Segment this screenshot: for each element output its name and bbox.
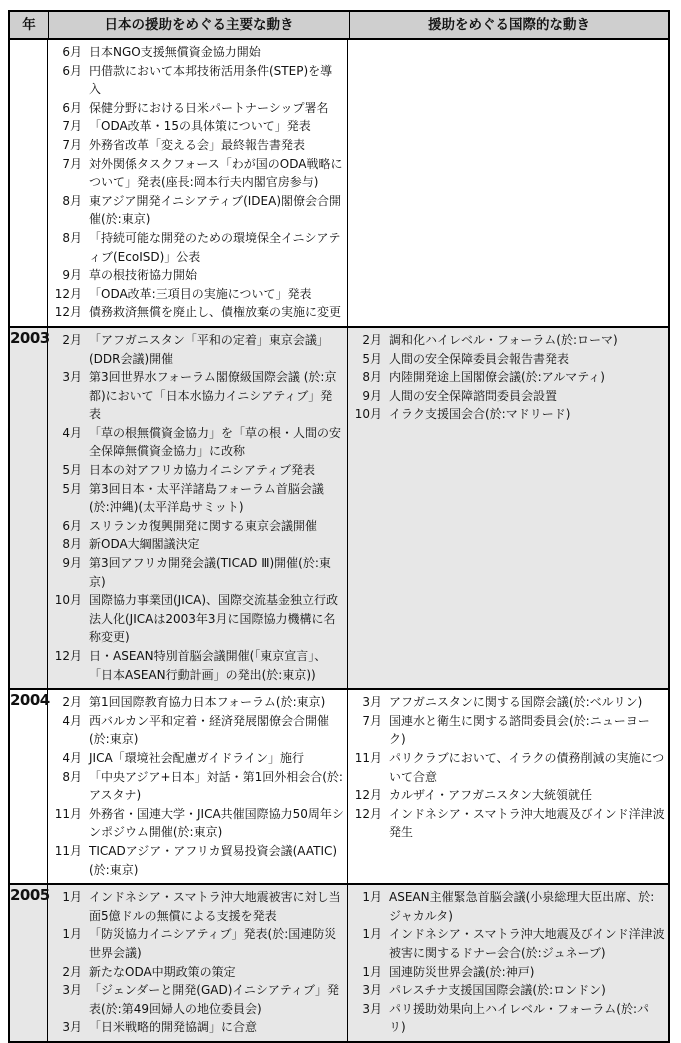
event-text: 日・ASEAN特別首脳会議開催(「東京宣言」、「日本ASEAN行動計画」の発出(於:東京)) — [89, 649, 327, 682]
event-text: 内陸開発途上国閣僚会議(於:アルマティ) — [389, 370, 605, 385]
event-row — [50, 480, 344, 517]
table-body — [10, 40, 668, 1041]
event-text: 日本の対アフリカ協力イニシアティブ発表 — [89, 463, 315, 478]
event-month: 6月 — [62, 100, 82, 115]
event-month: 1月 — [62, 927, 82, 942]
event-text: 第3回世界水フォーラム閣僚級国際会議 (於:京都)において「日本水協力イニシアティブ」発表 — [89, 370, 337, 422]
event-text: 国際協力事業団(JICA)、国際交流基金独立行政法人化(JICAは2003年3月に国際協力機構に名称変更) — [89, 593, 339, 645]
event-month: 8月 — [62, 769, 82, 784]
event-text: 「中央アジア+日本」対話・第1回外相会合(於:アスタナ) — [89, 769, 343, 803]
event-text: 「ジェンダーと開発(GAD)イニシアティブ」発表(於:第49回婦人の地位委員会) — [89, 983, 339, 1016]
event-row — [50, 155, 344, 192]
event-text: 新たなODA中期政策の策定 — [89, 964, 236, 979]
event-month: 12月 — [354, 806, 382, 821]
event-month: 3月 — [62, 983, 82, 998]
event-month: 8月 — [62, 230, 82, 245]
event-month: 5月 — [62, 463, 82, 478]
event-row — [350, 712, 665, 749]
event-row — [50, 1018, 344, 1037]
event-text: 国連防災世界会議(於:神戸) — [389, 964, 535, 979]
event-text: 「持続可能な開発のための環境保全イニシアティブ(EcoISD)」公表 — [89, 230, 341, 264]
event-row — [50, 303, 344, 322]
event-text: 第1回国際教育協力日本フォーラム(於:東京) — [89, 695, 326, 710]
event-text: スリランカ復興開発に関する東京会議開催 — [89, 518, 318, 533]
event-text: インドネシア・スマトラ沖大地震被害に対し当面5億ドルの無償による支援を発表 — [89, 890, 341, 923]
event-row — [50, 963, 344, 982]
event-row — [50, 368, 344, 424]
japan-events-cell — [48, 885, 348, 1041]
event-text: 「草の根無償資金協力」を「草の根・人間の安全保障無償資金協力」に改称 — [89, 425, 342, 459]
international-events-cell — [348, 885, 668, 1041]
event-row — [50, 805, 344, 842]
event-text: インドネシア・スマトラ沖大地震及びインド洋津波発生 — [389, 806, 665, 840]
event-row — [350, 749, 665, 786]
event-text: TICADアジア・アフリカ貿易投資会議(AATIC)(於:東京) — [89, 843, 338, 877]
japan-events-cell — [48, 328, 348, 688]
event-month: 7月 — [62, 156, 82, 171]
event-text: 外務省・国連大学・JICA共催国際協力50周年シンポジウム開催(於:東京) — [89, 806, 344, 840]
year-label: 2004 — [10, 690, 48, 883]
event-month: 2月 — [362, 332, 382, 347]
international-events-cell — [348, 40, 668, 326]
international-events-cell — [348, 690, 668, 883]
event-month: 4月 — [62, 425, 82, 440]
event-month: 2月 — [62, 332, 82, 347]
event-row — [50, 331, 344, 368]
event-text: 草の根技術協力開始 — [89, 268, 198, 283]
event-row — [350, 888, 665, 925]
event-text: 「ODA改革・15の具体策について」発表 — [89, 119, 311, 134]
event-month: 11月 — [354, 750, 382, 765]
event-month: 2月 — [62, 695, 82, 710]
event-text: 外務省改革「変える会」最終報告書発表 — [89, 137, 306, 152]
event-text: 西バルカン平和定着・経済発展閣僚会合開催(於:東京) — [89, 713, 330, 747]
event-month: 6月 — [62, 45, 82, 59]
event-row — [50, 693, 344, 712]
event-text: パレスチナ支援国国際会議(於:ロンドン) — [389, 983, 606, 998]
event-text: 新ODA大綱閣議決定 — [89, 537, 200, 552]
event-text: カルザイ・アフガニスタン大統領就任 — [389, 788, 593, 803]
year-column-header: 年 — [10, 12, 49, 38]
event-month: 7月 — [362, 713, 382, 728]
event-text: 東アジア開発イニシアティブ(IDEA)閣僚会合開催(於:東京) — [89, 193, 342, 227]
event-row — [50, 712, 344, 749]
year-label: 2005 — [10, 885, 48, 1041]
event-text: 第3回アフリカ開発会議(TICAD Ⅲ)開催(於:東京) — [89, 556, 331, 589]
event-row — [50, 424, 344, 461]
event-month: 11月 — [54, 806, 82, 821]
event-row — [50, 43, 344, 62]
event-row — [350, 925, 665, 962]
event-text: ASEAN主催緊急首脳会議(小泉総理大臣出席、於:ジャカルタ) — [389, 890, 655, 923]
year-section — [10, 883, 668, 1041]
event-row — [50, 229, 344, 266]
event-row — [50, 749, 344, 768]
event-month: 3月 — [62, 1020, 82, 1035]
event-month: 8月 — [62, 193, 82, 208]
event-month: 1月 — [362, 927, 382, 942]
event-row — [50, 62, 344, 99]
event-row — [350, 368, 665, 387]
event-month: 12月 — [54, 649, 82, 663]
event-row — [50, 647, 344, 684]
event-month: 12月 — [354, 788, 382, 803]
event-row — [350, 693, 665, 712]
event-row — [50, 981, 344, 1018]
event-row — [50, 461, 344, 480]
event-row — [50, 888, 344, 925]
event-text: 調和化ハイレベル・フォーラム(於:ローマ) — [389, 332, 618, 347]
event-text: 日本NGO支援無償資金協力開始 — [89, 45, 261, 59]
event-month: 9月 — [62, 556, 82, 571]
international-events-cell — [348, 328, 668, 688]
event-text: イラク支援国会合(於:マドリード) — [389, 407, 571, 422]
year-label: 2003 — [10, 328, 48, 688]
event-text: アフガニスタンに関する国際会議(於:ベルリン) — [389, 695, 643, 710]
japan-events-cell — [48, 690, 348, 883]
event-text: 「ODA改革:三項目の実施について」発表 — [89, 286, 312, 301]
event-month: 3月 — [362, 983, 382, 998]
event-text: 「日米戦略的開発協調」に合意 — [89, 1020, 258, 1035]
event-row — [350, 786, 665, 805]
event-month: 3月 — [362, 1001, 382, 1016]
event-row — [350, 350, 665, 369]
event-row — [350, 387, 665, 406]
event-month: 1月 — [62, 890, 82, 905]
oda-chronology-table — [8, 10, 670, 1043]
event-text: 「アフガニスタン「平和の定着」東京会議」(DDR会議)開催 — [89, 332, 329, 366]
event-row — [50, 99, 344, 118]
event-row — [50, 517, 344, 536]
event-row — [50, 925, 344, 962]
event-month: 3月 — [362, 695, 382, 710]
event-month: 8月 — [362, 370, 382, 385]
event-row — [350, 405, 665, 424]
year-section — [10, 40, 668, 326]
event-text: パリクラブにおいて、イラクの債務削減の実施について合意 — [389, 750, 665, 784]
event-month: 11月 — [54, 843, 82, 858]
event-text: インドネシア・スマトラ沖大地震及びインド洋津波被害に関するドナー会合(於:ジュネーブ) — [389, 927, 665, 960]
event-text: 「防災協力イニシアティブ」発表(於:国連防災世界会議) — [89, 927, 337, 960]
event-text: 第3回日本・太平洋諸島フォーラム首脳会議(於:沖縄)(太平洋島サミット) — [89, 481, 324, 515]
event-row — [350, 331, 665, 350]
table-header-row — [10, 12, 668, 40]
event-row — [50, 192, 344, 229]
event-text: 円借款において本邦技術活用条件(STEP)を導入 — [89, 63, 333, 97]
event-month: 6月 — [62, 518, 82, 533]
event-row — [50, 266, 344, 285]
event-month: 9月 — [62, 268, 82, 283]
event-month: 7月 — [62, 119, 82, 134]
year-section — [10, 688, 668, 883]
event-row — [50, 591, 344, 647]
event-month: 9月 — [362, 388, 382, 403]
event-row — [50, 285, 344, 304]
event-month: 10月 — [54, 593, 82, 608]
event-row — [50, 117, 344, 136]
japan-column-header: 日本の援助をめぐる主要な動き — [49, 12, 350, 38]
event-row — [350, 1000, 665, 1037]
event-text: 債務救済無償を廃止し、債権放棄の実施に変更 — [89, 305, 342, 320]
event-month: 12月 — [54, 286, 82, 301]
year-label — [10, 40, 48, 326]
event-month: 4月 — [62, 713, 82, 728]
event-text: 保健分野における日米パートナーシップ署名 — [89, 100, 329, 115]
event-month: 6月 — [62, 63, 82, 78]
event-month: 4月 — [62, 750, 82, 765]
event-month: 2月 — [62, 964, 82, 979]
event-month: 3月 — [62, 370, 82, 385]
event-month: 1月 — [362, 964, 382, 979]
year-section — [10, 326, 668, 688]
event-month: 5月 — [362, 351, 382, 366]
event-row — [50, 768, 344, 805]
event-text: JICA「環境社会配慮ガイドライン」施行 — [89, 750, 304, 765]
event-row — [50, 554, 344, 591]
event-row — [50, 535, 344, 554]
event-row — [50, 136, 344, 155]
event-text: 対外関係タスクフォース「わが国のODA戦略について」発表(座長:岡本行夫内閣官房参与) — [89, 156, 343, 190]
event-month: 1月 — [362, 890, 382, 905]
event-text: 国連水と衛生に関する諮問委員会(於:ニューヨーク) — [389, 713, 650, 747]
international-column-header: 援助をめぐる国際的な動き — [428, 17, 590, 33]
japan-events-cell — [48, 40, 348, 326]
event-month: 8月 — [62, 537, 82, 552]
event-row — [50, 842, 344, 879]
event-text: パリ援助効果向上ハイレベル・フォーラム(於:パリ) — [389, 1001, 650, 1035]
event-row — [350, 805, 665, 842]
event-month: 5月 — [62, 481, 82, 496]
event-month: 12月 — [54, 305, 82, 320]
event-text: 人間の安全保障諮問委員会設置 — [389, 388, 558, 403]
event-text: 人間の安全保障委員会報告書発表 — [389, 351, 570, 366]
event-month: 7月 — [62, 137, 82, 152]
event-row — [350, 963, 665, 982]
event-month: 10月 — [354, 407, 382, 422]
